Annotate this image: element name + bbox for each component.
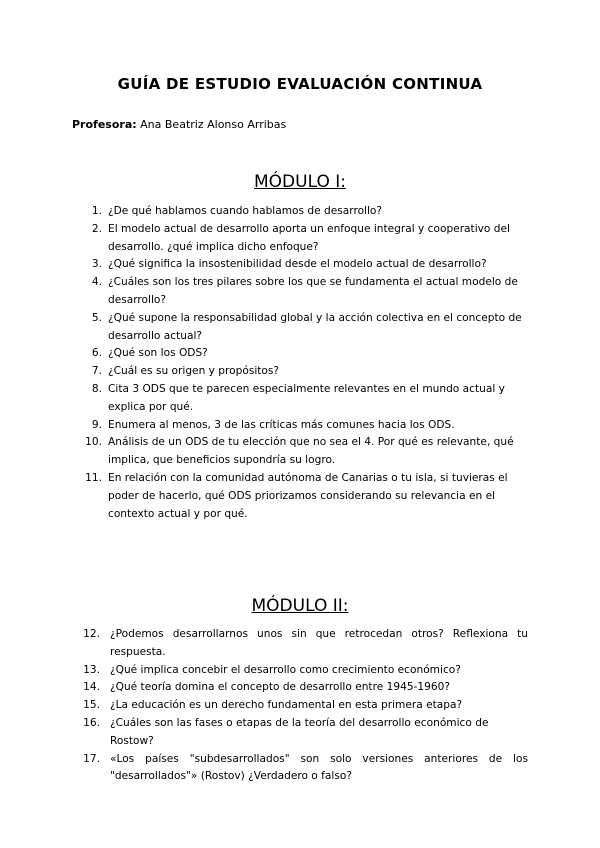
- document-title: GUÍA DE ESTUDIO EVALUACIÓN CONTINUA: [117, 75, 483, 93]
- question-text: ¿Cuáles son los tres pilares sobre los que se fundamenta el actual modelo de desarrollo?: [108, 276, 518, 306]
- question-item: [82, 310, 528, 346]
- question-number: 16.: [83, 716, 100, 729]
- question-item: [82, 715, 528, 751]
- question-text: El modelo actual de desarrollo aporta un enfoque integral y cooperativo del desarrollo. ¿qué implica dicho enfoque?: [108, 222, 510, 253]
- question-number: 7.: [91, 365, 102, 378]
- question-number: 17.: [83, 752, 100, 765]
- question-number: 1.: [91, 205, 102, 217]
- question-text: Análisis de un ODS de tu elección que no sea el 4. Por qué es relevante, qué implica, que beneficios supondría su logro.: [108, 436, 514, 467]
- question-item: [82, 697, 528, 715]
- question-text: ¿De qué hablamos cuando hablamos de desarrollo?: [108, 205, 383, 217]
- teacher-name: Ana Beatriz Alonso Arribas: [140, 118, 287, 131]
- question-item: [82, 274, 528, 310]
- question-number: 11.: [85, 471, 102, 484]
- question-item: [82, 751, 528, 787]
- question-number: 8.: [91, 382, 102, 395]
- module-2-heading: MÓDULO II:: [251, 596, 349, 616]
- question-number: 15.: [83, 699, 100, 712]
- question-number: 14.: [83, 681, 100, 694]
- question-text: ¿Qué son los ODS?: [108, 347, 208, 360]
- question-text: ¿La educación es un derecho fundamental en esta primera etapa?: [110, 699, 463, 712]
- question-number: 3.: [91, 258, 102, 271]
- question-item: [82, 221, 528, 257]
- teacher-line: [72, 118, 286, 131]
- question-item: [82, 203, 528, 221]
- module-2-question-list: [82, 626, 528, 786]
- teacher-label: Profesora:: [72, 118, 137, 131]
- question-number: 12.: [83, 628, 100, 640]
- question-text: Cita 3 ODS que te parecen especialmente relevantes en el mundo actual y explica por qué.: [108, 382, 505, 413]
- question-number: 4.: [91, 276, 102, 289]
- question-text: Enumera al menos, 3 de las críticas más comunes hacia los ODS.: [108, 418, 455, 431]
- module-1-heading: MÓDULO I:: [254, 172, 346, 192]
- question-text: ¿Qué teoría domina el concepto de desarrollo entre 1945-1960?: [110, 681, 450, 694]
- question-number: 13.: [83, 663, 100, 676]
- question-item: [82, 470, 528, 523]
- question-number: 10.: [85, 436, 102, 449]
- question-item: [82, 417, 528, 435]
- question-item: [82, 256, 528, 274]
- question-number: 9.: [91, 418, 102, 431]
- question-text: ¿Podemos desarrollarnos unos sin que retrocedan otros? Reflexiona tu respuesta.: [110, 628, 528, 658]
- question-item: [82, 345, 528, 363]
- question-number: 2.: [91, 222, 102, 235]
- question-item: [82, 679, 528, 697]
- question-text: ¿Qué supone la responsabilidad global y la acción colectiva en el concepto de desarrollo actual?: [108, 311, 522, 342]
- question-number: 5.: [91, 311, 102, 324]
- question-item: [82, 363, 528, 381]
- question-text: ¿Qué significa la insostenibilidad desde el modelo actual de desarrollo?: [108, 258, 487, 271]
- question-text: En relación con la comunidad autónoma de Canarias o tu isla, si tuvieras el poder de hacerlo, qué ODS priorizamos considerando su relevancia en el contexto actual y por qué.: [108, 471, 508, 520]
- question-text: ¿Qué implica concebir el desarrollo como crecimiento económico?: [110, 663, 461, 676]
- question-item: [82, 434, 528, 470]
- question-number: 6.: [91, 347, 102, 360]
- question-item: [82, 662, 528, 680]
- question-text: ¿Cuáles son las fases o etapas de la teoría del desarrollo económico de Rostow?: [110, 716, 489, 747]
- question-item: [82, 381, 528, 417]
- question-text: «Los países "subdesarrollados" son solo versiones anteriores de los "desarrollados"» (Rostov) ¿Verdadero o falso?: [110, 752, 528, 783]
- question-item: [82, 626, 528, 662]
- question-text: ¿Cuál es su origen y propósitos?: [108, 365, 280, 378]
- module-1-question-list: [82, 203, 528, 523]
